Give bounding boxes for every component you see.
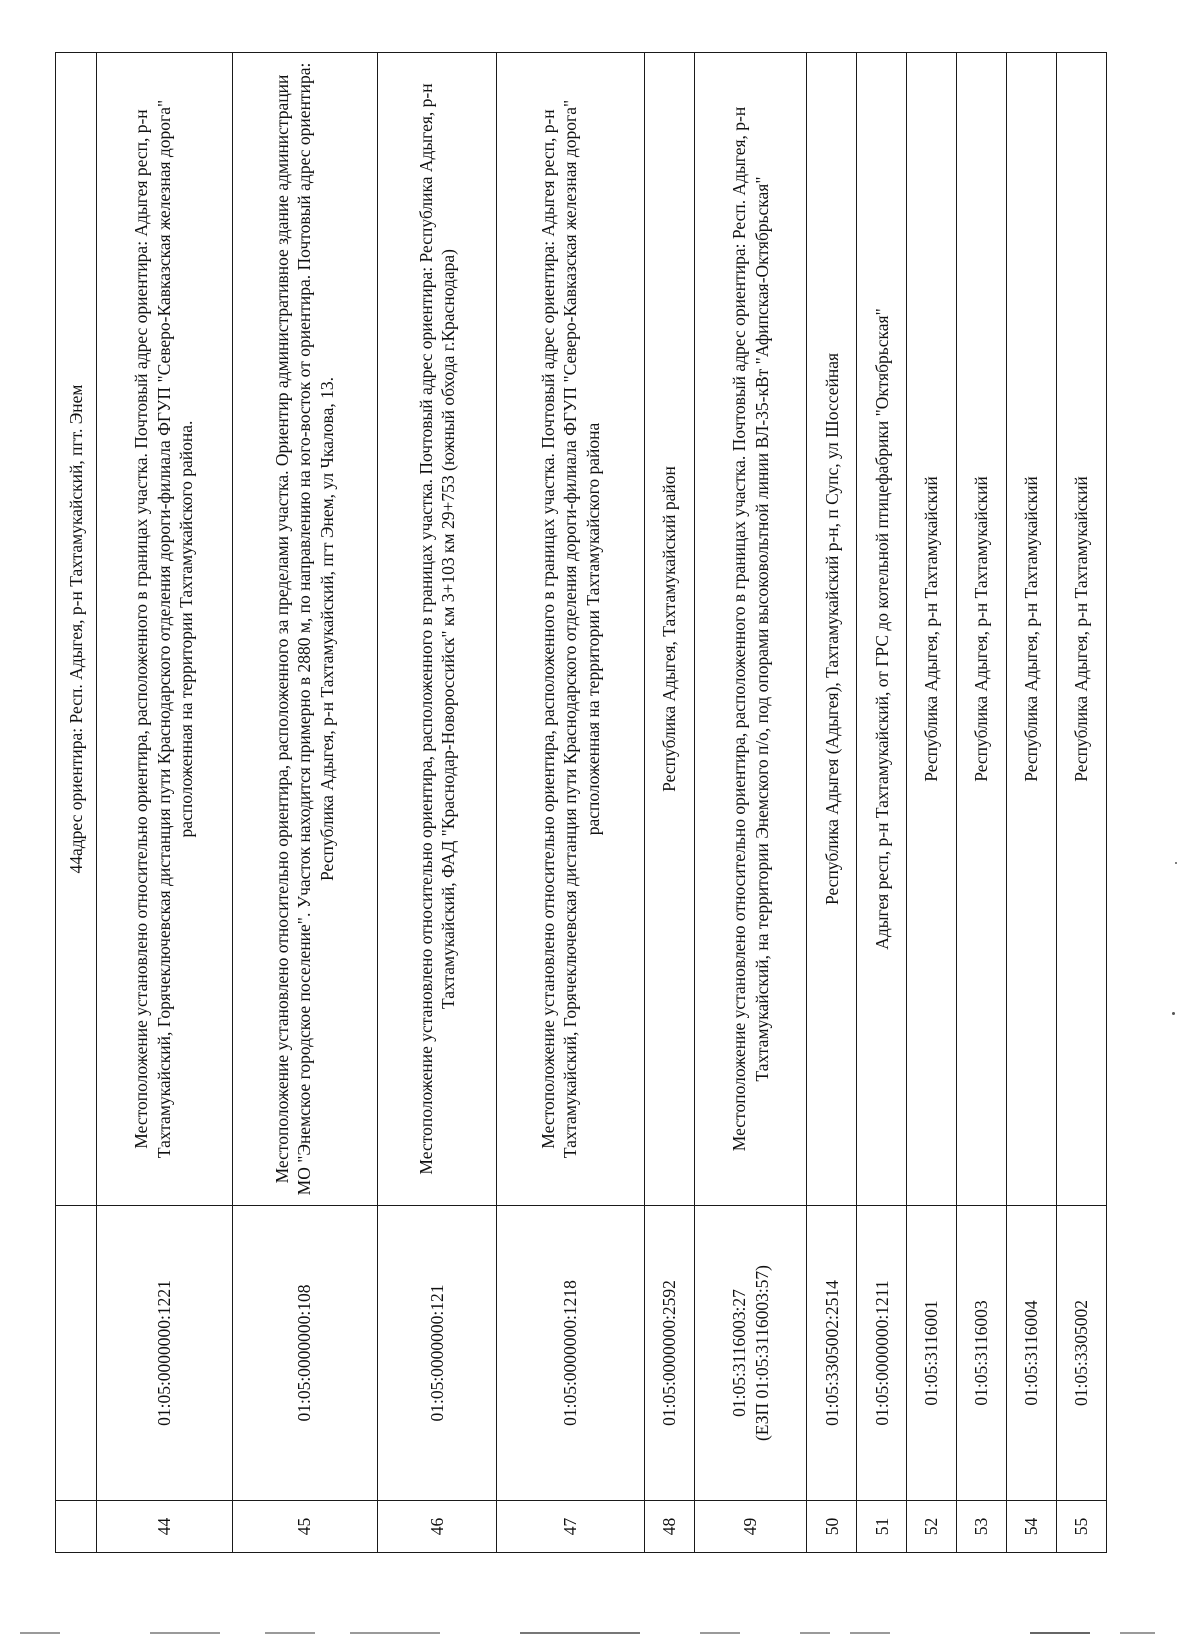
- table-row: [377, 53, 497, 1553]
- row-number-cell: 55: [1056, 1501, 1106, 1553]
- row-number-cell: 47: [497, 1501, 644, 1553]
- row-number-cell: 49: [694, 1501, 807, 1553]
- cadastral-number-cell: 01:05:0000000:1211: [857, 1206, 907, 1501]
- scan-speck: [1172, 1012, 1175, 1015]
- scan-artifact: [1120, 1632, 1155, 1634]
- table-row: [96, 53, 232, 1553]
- cadastral-number-cell: 01:05:3305002: [1056, 1206, 1106, 1501]
- location-cell: Республика Адыгея, р-н Тахтамукайский: [1056, 53, 1106, 1206]
- rotated-page: [55, 53, 1107, 1553]
- location-cell: Республика Адыгея, Тахтамукайский район: [644, 53, 694, 1206]
- row-number-cell: 50: [807, 1501, 857, 1553]
- cadastral-number-cell: 01:05:3116004: [1007, 1206, 1057, 1501]
- table-row: [56, 53, 97, 1553]
- row-number-cell: 54: [1007, 1501, 1057, 1553]
- table-row: [857, 53, 907, 1553]
- table-row: [232, 53, 377, 1553]
- row-number-cell: 52: [907, 1501, 957, 1553]
- unified-land-use-number: (ЕЗП 01:05:3116003:57): [751, 1264, 772, 1442]
- scan-artifact: [520, 1632, 640, 1634]
- location-cell: Республика Адыгея, р-н Тахтамукайский: [1007, 53, 1057, 1206]
- cadastral-number-cell: 01:05:3116001: [907, 1206, 957, 1501]
- table-row: [1056, 53, 1106, 1553]
- cadastral-number-cell: 01:05:0000000:1218: [497, 1206, 644, 1501]
- cadastral-number-cell: [56, 1206, 97, 1501]
- location-cell: Республика Адыгея, р-н Тахтамукайский: [957, 53, 1007, 1206]
- location-cell: Адыгея респ, р-н Тахтамукайский, от ГРС до котельной птицефабрики "Октябрьская": [857, 53, 907, 1206]
- cadastral-number-cell: 01:05:0000000:121: [377, 1206, 497, 1501]
- row-number-cell: 51: [857, 1501, 907, 1553]
- cadastral-number-cell: 01:05:3116003: [957, 1206, 1007, 1501]
- location-cell: Местоположение установлено относительно ориентира, расположенного в границах участка. Почтовый адрес ориентира: Адыгея респ, р-н Тахтамукайский, Горячеключевская дистанция пути Краснодарского отделения дороги-филиала ФГУП "Северо-Кавказская железная дорога" расположенная на территории Тахтамукайского района.: [96, 53, 232, 1206]
- table-row: [644, 53, 694, 1553]
- table-row: [694, 53, 807, 1553]
- scan-artifact: [850, 1632, 890, 1634]
- cadastral-number-cell: [694, 1206, 807, 1501]
- row-number-cell: 46: [377, 1501, 497, 1553]
- cadastral-number: 01:05:3116003:27: [729, 1289, 750, 1417]
- row-number-cell: 44: [96, 1501, 232, 1553]
- table-row: [497, 53, 644, 1553]
- scan-speck: [1175, 862, 1177, 864]
- row-number-cell: 48: [644, 1501, 694, 1553]
- table-row: [807, 53, 857, 1553]
- scan-artifact: [800, 1632, 830, 1634]
- row-number-cell: 53: [957, 1501, 1007, 1553]
- location-cell: Местоположение установлено относительно ориентира, расположенного в границах участка. Почтовый адрес ориентира: Респ. Адыгея, р-н Тахтамукайский, на территории Энемского п/о, под опорами высоковольтной линии ВЛ-35-кВт "Афипская-Октябрьская": [694, 53, 807, 1206]
- cadastral-number-cell: 01:05:0000000:2592: [644, 1206, 694, 1501]
- scan-artifact: [350, 1632, 440, 1634]
- table-row: [1007, 53, 1057, 1553]
- location-cell: Местоположение установлено относительно ориентира, расположенного в границах участка. Почтовый адрес ориентира: Адыгея респ, р-н Тахтамукайский, Горячеключевская дистанция пути Краснодарского отделения дороги-филиала ФГУП "Северо-Кавказская железная дорога" расположенная на территории Тахтамукайского района: [497, 53, 644, 1206]
- location-cell: 44адрес ориентира: Респ. Адыгея, р-н Тахтамукайский, пгт. Энем: [56, 53, 97, 1206]
- table-row: [907, 53, 957, 1553]
- scan-artifact: [700, 1632, 740, 1634]
- location-cell: Республика Адыгея, р-н Тахтамукайский: [907, 53, 957, 1206]
- land-plot-table: [55, 52, 1107, 1553]
- table-row: [957, 53, 1007, 1553]
- scan-artifact: [20, 1632, 60, 1634]
- scan-artifact: [150, 1632, 220, 1634]
- cadastral-number-cell: 01:05:0000000:108: [232, 1206, 377, 1501]
- location-cell: Местоположение установлено относительно ориентира, расположенного в границах участка. Почтовый адрес ориентира: Республика Адыгея, р-н Тахтамукайский, ФАД "Краснодар-Новороссийск" км 3+103 км 29+753 (южный обхода г.Краснодара): [377, 53, 497, 1206]
- scan-artifact: [265, 1632, 315, 1634]
- cadastral-number-cell: 01:05:0000000:1221: [96, 1206, 232, 1501]
- location-cell: Местоположение установлено относительно ориентира, расположенного за пределами участка. Ориентир административное здание администрации МО "Энемское городское поселение". Участок находится примерно в 2880 м, по направлению на юго-восток от ориентира. Почтовый адрес ориентира: Республика Адыгея, р-н Тахтамукайский, пгт Энем, ул Чкалова, 13.: [232, 53, 377, 1206]
- location-cell: Республика Адыгея (Адыгея), Тахтамукайский р-н, п Супс, ул Шоссейная: [807, 53, 857, 1206]
- row-number-cell: 45: [232, 1501, 377, 1553]
- cadastral-number-cell: 01:05:3305002:2514: [807, 1206, 857, 1501]
- row-number-cell: [56, 1501, 97, 1553]
- scan-artifact: [1030, 1632, 1090, 1634]
